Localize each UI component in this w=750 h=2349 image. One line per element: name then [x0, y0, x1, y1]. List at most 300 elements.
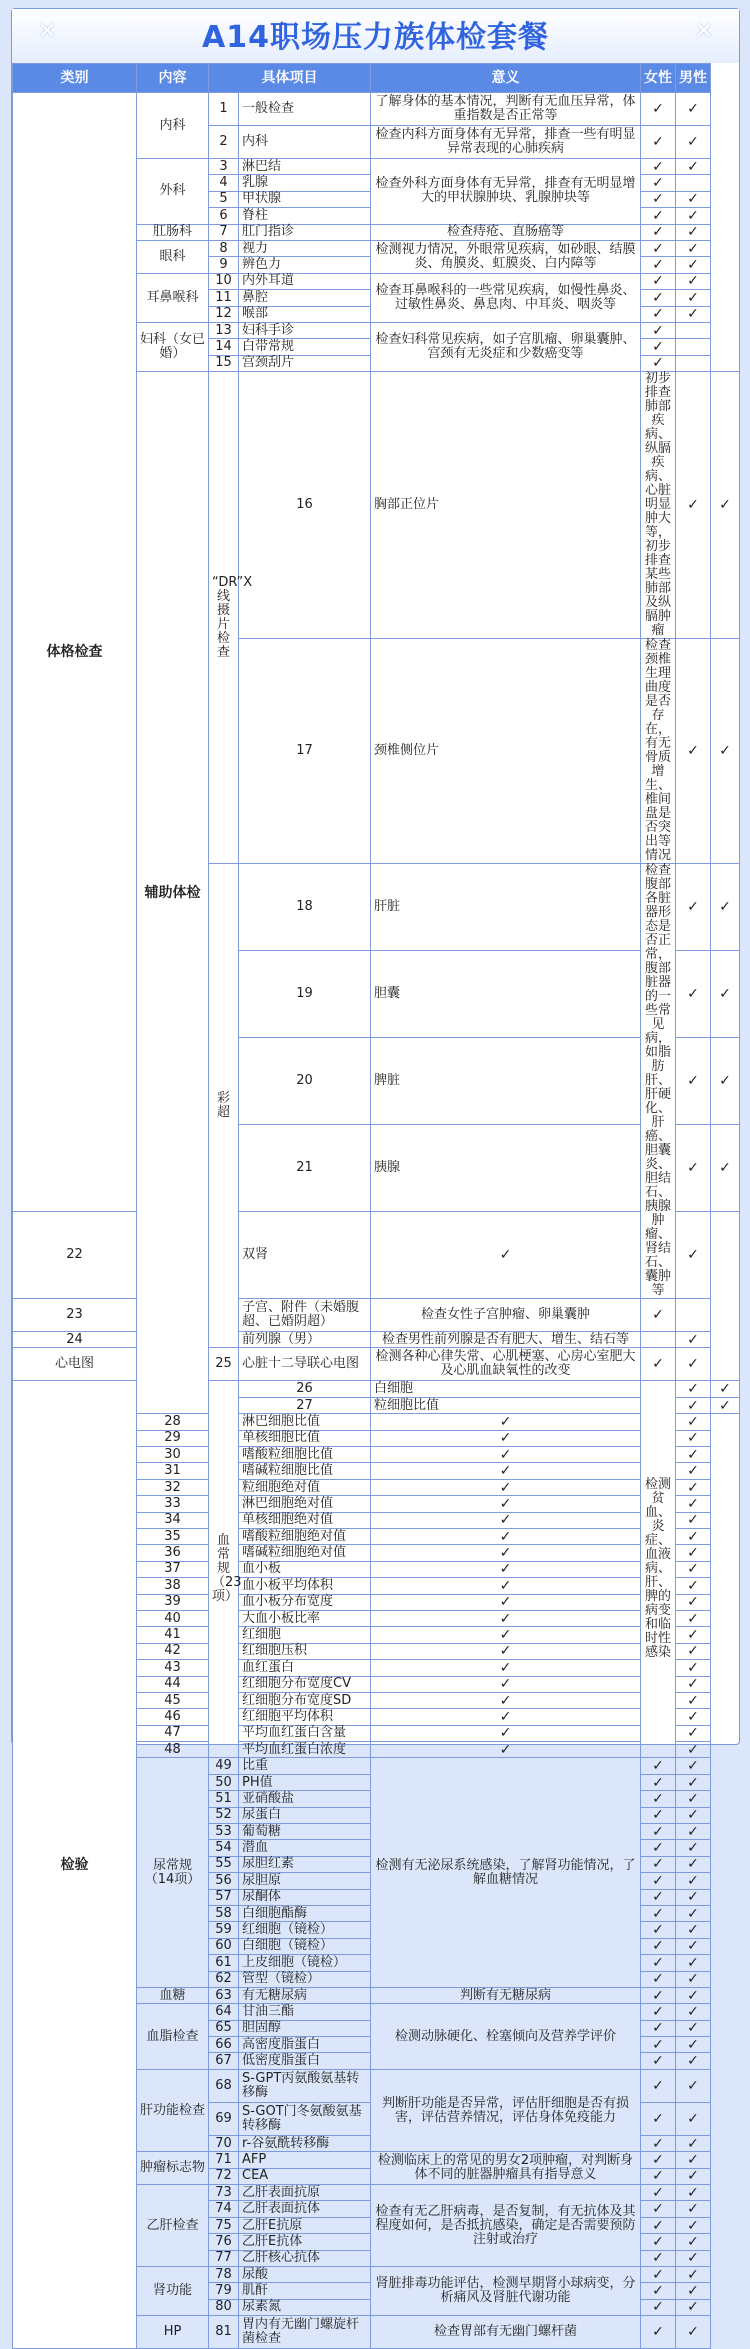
male-check-icon: ✓ — [676, 1856, 711, 1872]
item-number: 30 — [137, 1447, 209, 1463]
item-number: 66 — [209, 2037, 239, 2053]
female-check-icon: ✓ — [641, 290, 676, 306]
male-check-icon: ✓ — [676, 159, 711, 175]
meaning-cell: 初步排查肺部疾病、纵膈疾病、心脏明显肿大等，初步排查某些肺部及纵膈肿瘤 — [641, 372, 676, 639]
female-check-icon: ✓ — [371, 1528, 641, 1544]
male-check-icon: ✓ — [711, 1381, 740, 1397]
item-number: 41 — [137, 1627, 209, 1643]
male-check — [676, 322, 711, 338]
item-number: 7 — [209, 224, 239, 240]
male-check-icon: ✓ — [676, 1987, 711, 2003]
male-check-icon: ✓ — [676, 257, 711, 273]
item-number: 50 — [209, 1774, 239, 1790]
female-check-icon: ✓ — [641, 1938, 676, 1954]
female-check-icon: ✓ — [641, 1987, 676, 2003]
male-check-icon: ✓ — [676, 2185, 711, 2201]
female-check-icon: ✓ — [641, 257, 676, 273]
female-check-icon: ✓ — [641, 175, 676, 191]
meaning-cell: 肾脏排毒功能评估，检测早期肾小球病变，分析痛风及肾脏代谢功能 — [371, 2267, 641, 2316]
female-check-icon: ✓ — [641, 2316, 676, 2349]
item-number: 4 — [209, 175, 239, 191]
content-cell: “DR”X线摄片检查 — [209, 372, 239, 864]
content-cell: 外科 — [137, 159, 209, 225]
meaning-cell: 检查男性前列腺是否有肥大、增生、结石等 — [371, 1332, 641, 1348]
female-check-icon: ✓ — [641, 1824, 676, 1840]
item-name: 双肾 — [239, 1212, 371, 1299]
item-number: 33 — [137, 1496, 209, 1512]
female-check-icon: ✓ — [641, 1299, 676, 1332]
meaning-cell: 检测视力情况，外眼常见疾病，如砂眼、结膜炎、角膜炎、虹膜炎、白内障等 — [371, 240, 641, 273]
table-row — [13, 1212, 740, 1299]
female-check-icon: ✓ — [371, 1742, 641, 1758]
female-check-icon: ✓ — [371, 1610, 641, 1626]
right-close-decoration-icon: ✕ — [694, 19, 713, 44]
item-number: 9 — [209, 257, 239, 273]
item-number: 5 — [209, 191, 239, 207]
male-check-icon: ✓ — [676, 224, 711, 240]
female-check-icon: ✓ — [641, 1774, 676, 1790]
item-name: 尿胆原 — [239, 1873, 371, 1889]
item-number: 36 — [137, 1545, 209, 1561]
item-number: 51 — [209, 1791, 239, 1807]
female-check-icon: ✓ — [371, 1496, 641, 1512]
female-check-icon: ✓ — [641, 2004, 676, 2020]
male-check-icon: ✓ — [676, 1610, 711, 1626]
item-name: 甘油三酯 — [239, 2004, 371, 2020]
female-check-icon: ✓ — [676, 951, 711, 1038]
male-check-icon: ✓ — [676, 2102, 711, 2135]
female-check-icon: ✓ — [676, 1397, 711, 1413]
item-number: 78 — [209, 2267, 239, 2283]
item-number: 27 — [239, 1397, 371, 1413]
content-cell: 血常规（23项） — [209, 1381, 239, 1758]
male-check-icon: ✓ — [676, 240, 711, 256]
female-check-icon: ✓ — [641, 1905, 676, 1921]
item-number: 25 — [209, 1348, 239, 1381]
male-check-icon: ✓ — [676, 1660, 711, 1676]
male-check-icon: ✓ — [711, 372, 740, 639]
male-check-icon: ✓ — [676, 2037, 711, 2053]
item-name: 有无糖尿病 — [239, 1987, 371, 2003]
item-number: 54 — [209, 1840, 239, 1856]
item-number: 42 — [137, 1643, 209, 1659]
female-check-icon: ✓ — [676, 864, 711, 951]
item-number: 24 — [13, 1332, 137, 1348]
female-check-icon: ✓ — [641, 2102, 676, 2135]
female-check-icon: ✓ — [641, 1807, 676, 1823]
male-check-icon: ✓ — [676, 1774, 711, 1790]
female-check-icon: ✓ — [641, 2185, 676, 2201]
male-check-icon: ✓ — [676, 306, 711, 322]
item-name: 嗜碱粒细胞绝对值 — [239, 1545, 371, 1561]
male-check-icon: ✓ — [676, 1528, 711, 1544]
meaning-cell: 检查女性子宫肿瘤、卵巢囊肿 — [371, 1299, 641, 1332]
item-number: 65 — [209, 2020, 239, 2036]
item-name: 管型（镜检） — [239, 1971, 371, 1987]
male-check-icon: ✓ — [676, 1594, 711, 1610]
item-name: 红细胞平均体积 — [239, 1709, 371, 1725]
item-name: 潜血 — [239, 1840, 371, 1856]
female-check-icon: ✓ — [641, 126, 676, 159]
item-number: 1 — [209, 93, 239, 126]
item-number: 73 — [209, 2185, 239, 2201]
female-check-icon: ✓ — [641, 2299, 676, 2315]
female-check-icon: ✓ — [371, 1692, 641, 1708]
female-check-icon: ✓ — [641, 1971, 676, 1987]
content-cell: 妇科（女已婚） — [137, 322, 209, 371]
item-number: 37 — [137, 1561, 209, 1577]
male-check-icon: ✓ — [676, 1758, 711, 1774]
item-name: 红细胞（镜检） — [239, 1922, 371, 1938]
male-check-icon: ✓ — [676, 1889, 711, 1905]
male-check-icon: ✓ — [676, 1578, 711, 1594]
male-check — [676, 355, 711, 371]
item-name: 大血小板比率 — [239, 1610, 371, 1626]
item-name: 血小板分布宽度 — [239, 1594, 371, 1610]
female-check-icon: ✓ — [641, 1922, 676, 1938]
male-check-icon: ✓ — [676, 191, 711, 207]
item-number: 48 — [137, 1742, 209, 1758]
title-bar — [12, 9, 739, 63]
item-number: 81 — [209, 2316, 239, 2349]
female-check-icon: ✓ — [371, 1414, 641, 1430]
female-check-icon: ✓ — [641, 1840, 676, 1856]
content-cell: 乙肝检查 — [137, 2185, 209, 2267]
item-number: 38 — [137, 1578, 209, 1594]
female-check-icon: ✓ — [371, 1479, 641, 1495]
male-check-icon: ✓ — [676, 126, 711, 159]
female-check-icon: ✓ — [371, 1676, 641, 1692]
item-number: 12 — [209, 306, 239, 322]
male-check-icon: ✓ — [676, 1676, 711, 1692]
male-check-icon: ✓ — [676, 2135, 711, 2151]
male-check-icon: ✓ — [711, 639, 740, 864]
item-name: 血小板平均体积 — [239, 1578, 371, 1594]
item-name: 血小板 — [239, 1561, 371, 1577]
male-check-icon: ✓ — [676, 1905, 711, 1921]
item-name: 胆固醇 — [239, 2020, 371, 2036]
meaning-cell: 检测有无泌尿系统感染，了解肾功能情况，了解血糖情况 — [371, 1758, 641, 1987]
female-check-icon: ✓ — [371, 1430, 641, 1446]
item-number: 72 — [209, 2168, 239, 2184]
category-cell: 检验 — [13, 1381, 137, 2349]
item-number: 46 — [137, 1709, 209, 1725]
header-item: 具体项目 — [209, 64, 371, 93]
content-cell: 内科 — [137, 93, 209, 159]
item-name: 白细胞酯酶 — [239, 1905, 371, 1921]
male-check-icon: ✓ — [676, 2201, 711, 2217]
checkup-table — [12, 63, 740, 2349]
female-check-icon: ✓ — [371, 1545, 641, 1561]
meaning-cell: 判断肝功能是否异常，评估肝细胞是否有损害，评估营养情况，评估身体免疫能力 — [371, 2069, 641, 2151]
female-check-icon: ✓ — [641, 2267, 676, 2283]
female-check-icon: ✓ — [641, 1348, 676, 1381]
item-name: 视力 — [239, 240, 371, 256]
item-name: 脊柱 — [239, 208, 371, 224]
item-name: 胰腺 — [371, 1125, 641, 1212]
female-check-icon: ✓ — [676, 1125, 711, 1212]
content-cell: 眼科 — [137, 240, 209, 273]
female-check-icon: ✓ — [641, 2135, 676, 2151]
content-cell: 血糖 — [137, 1987, 209, 2003]
item-name: 心脏十二导联心电图 — [239, 1348, 371, 1381]
item-number: 68 — [209, 2069, 239, 2102]
meaning-cell: 判断有无糖尿病 — [371, 1987, 641, 2003]
item-number: 76 — [209, 2234, 239, 2250]
item-name: 鼻腔 — [239, 290, 371, 306]
female-check-icon: ✓ — [641, 2053, 676, 2069]
content-cell: 彩超 — [209, 864, 239, 1348]
content-cell: 耳鼻喉科 — [137, 273, 209, 322]
female-check-icon: ✓ — [641, 2168, 676, 2184]
item-name: 红细胞压积 — [239, 1643, 371, 1659]
content-cell: 血脂检查 — [137, 2004, 209, 2070]
item-number: 62 — [209, 1971, 239, 1987]
item-name: 乙肝核心抗体 — [239, 2250, 371, 2266]
item-number: 77 — [209, 2250, 239, 2266]
male-check-icon: ✓ — [711, 951, 740, 1038]
item-number: 14 — [209, 339, 239, 355]
item-number: 58 — [209, 1905, 239, 1921]
item-name: 高密度脂蛋白 — [239, 2037, 371, 2053]
meaning-cell: 检测贫血、炎症、血液病、肝、脾的病变和临时性感染 — [641, 1381, 676, 1758]
item-number: 56 — [209, 1873, 239, 1889]
meaning-cell: 检查胃部有无幽门螺杆菌 — [371, 2316, 641, 2349]
male-check-icon: ✓ — [676, 1332, 711, 1348]
female-check-icon: ✓ — [641, 2250, 676, 2266]
item-name: 一般检查 — [239, 93, 371, 126]
item-name: 淋巴细胞比值 — [239, 1414, 371, 1430]
item-name: 内外耳道 — [239, 273, 371, 289]
item-name: CEA — [239, 2168, 371, 2184]
table-row — [13, 1299, 740, 1332]
item-name: 肛门指诊 — [239, 224, 371, 240]
male-check-icon: ✓ — [676, 1922, 711, 1938]
item-number: 21 — [239, 1125, 371, 1212]
content-cell: 心电图 — [13, 1348, 137, 1381]
item-number: 74 — [209, 2201, 239, 2217]
item-number: 13 — [209, 322, 239, 338]
item-number: 55 — [209, 1856, 239, 1872]
male-check-icon: ✓ — [676, 273, 711, 289]
male-check-icon: ✓ — [676, 1545, 711, 1561]
female-check-icon: ✓ — [641, 191, 676, 207]
item-number: 6 — [209, 208, 239, 224]
female-check-icon: ✓ — [371, 1660, 641, 1676]
content-cell: 肾功能 — [137, 2267, 209, 2316]
female-check-icon: ✓ — [641, 208, 676, 224]
item-number: 2 — [209, 126, 239, 159]
female-check — [641, 1332, 676, 1348]
item-name: 肌酐 — [239, 2283, 371, 2299]
male-check-icon: ✓ — [676, 2217, 711, 2233]
item-name: 低密度脂蛋白 — [239, 2053, 371, 2069]
item-name: 胆囊 — [371, 951, 641, 1038]
item-number: 61 — [209, 1955, 239, 1971]
item-number: 59 — [209, 1922, 239, 1938]
table-row — [13, 1348, 740, 1381]
female-check-icon: ✓ — [641, 2152, 676, 2168]
item-name: 内科 — [239, 126, 371, 159]
content-cell: 肛肠科 — [137, 224, 209, 240]
female-check-icon: ✓ — [641, 2201, 676, 2217]
item-name: 嗜酸粒细胞绝对值 — [239, 1528, 371, 1544]
item-name: 红细胞分布宽度CV — [239, 1676, 371, 1692]
header-category: 类别 — [13, 64, 137, 93]
item-name: 喉部 — [239, 306, 371, 322]
item-number: 22 — [13, 1212, 137, 1299]
male-check-icon: ✓ — [676, 1561, 711, 1577]
package-card — [11, 8, 740, 2347]
female-check-icon: ✓ — [676, 1038, 711, 1125]
female-check-icon: ✓ — [371, 1643, 641, 1659]
item-name: 红细胞分布宽度SD — [239, 1692, 371, 1708]
item-name: 子宫、附件（未婚腹超、已婚阴超） — [239, 1299, 371, 1332]
female-check-icon: ✓ — [641, 322, 676, 338]
male-check-icon: ✓ — [676, 1873, 711, 1889]
male-check-icon: ✓ — [676, 2004, 711, 2020]
male-check-icon: ✓ — [676, 208, 711, 224]
male-check-icon: ✓ — [676, 2316, 711, 2349]
item-number: 45 — [137, 1692, 209, 1708]
page-title: A14职场压力族体检套餐 — [202, 20, 549, 55]
item-number: 29 — [137, 1430, 209, 1446]
male-check-icon: ✓ — [676, 1447, 711, 1463]
item-name: 胃内有无幽门螺旋杆菌检查 — [239, 2316, 371, 2349]
female-check-icon: ✓ — [641, 1873, 676, 1889]
male-check-icon: ✓ — [676, 1414, 711, 1430]
meaning-cell: 检测临床上的常见的男女2项肿瘤，对判断身体不同的脏器肿瘤具有指导意义 — [371, 2152, 641, 2185]
content-cell: 肝功能检查 — [137, 2069, 209, 2151]
left-close-decoration-icon: ✕ — [38, 19, 57, 44]
item-name: 乙肝E抗体 — [239, 2234, 371, 2250]
item-number: 10 — [209, 273, 239, 289]
item-name: 尿胆红素 — [239, 1856, 371, 1872]
item-number: 70 — [209, 2135, 239, 2151]
item-name: PH值 — [239, 1774, 371, 1790]
item-number: 53 — [209, 1824, 239, 1840]
item-number: 40 — [137, 1610, 209, 1626]
item-number: 23 — [13, 1299, 137, 1332]
meaning-cell: 检查颈椎生理曲度是否存在，有无骨质增生、椎间盘是否突出等情况 — [641, 639, 676, 864]
item-number: 35 — [137, 1528, 209, 1544]
female-check-icon: ✓ — [371, 1594, 641, 1610]
male-check-icon: ✓ — [676, 1430, 711, 1446]
female-check-icon: ✓ — [641, 240, 676, 256]
item-number: 80 — [209, 2299, 239, 2315]
item-name: 乙肝表面抗体 — [239, 2201, 371, 2217]
male-check-icon: ✓ — [676, 1791, 711, 1807]
item-name: 比重 — [239, 1758, 371, 1774]
item-name: 嗜酸粒细胞比值 — [239, 1447, 371, 1463]
item-name: 单核细胞比值 — [239, 1430, 371, 1446]
male-check-icon: ✓ — [676, 2299, 711, 2315]
item-number: 43 — [137, 1660, 209, 1676]
male-check-icon: ✓ — [676, 2267, 711, 2283]
item-name: 肝脏 — [371, 864, 641, 951]
female-check-icon: ✓ — [641, 2283, 676, 2299]
item-number: 63 — [209, 1987, 239, 2003]
item-name: 红细胞 — [239, 1627, 371, 1643]
item-name: 白细胞（镜检） — [239, 1938, 371, 1954]
meaning-cell: 检查内科方面身体有无异常，排查一些有明显异常表现的心肺疾病 — [371, 126, 641, 159]
item-name: 白细胞 — [371, 1381, 641, 1397]
item-name: 粒细胞比值 — [371, 1397, 641, 1413]
item-name: 辨色力 — [239, 257, 371, 273]
item-number: 49 — [209, 1758, 239, 1774]
male-check — [676, 175, 711, 191]
item-number: 26 — [239, 1381, 371, 1397]
item-number: 47 — [137, 1725, 209, 1741]
item-number: 71 — [209, 2152, 239, 2168]
female-check-icon: ✓ — [371, 1725, 641, 1741]
item-name: 粒细胞绝对值 — [239, 1479, 371, 1495]
male-check-icon: ✓ — [676, 93, 711, 126]
item-number: 60 — [209, 1938, 239, 1954]
item-number: 8 — [209, 240, 239, 256]
female-check-icon: ✓ — [641, 1758, 676, 1774]
item-name: 甲状腺 — [239, 191, 371, 207]
male-check-icon: ✓ — [676, 1742, 711, 1758]
female-check-icon: ✓ — [641, 1856, 676, 1872]
female-check-icon: ✓ — [641, 159, 676, 175]
header-female: 女性 — [641, 64, 676, 93]
category-cell: 辅助体检 — [137, 372, 209, 1414]
meaning-cell: 检查妇科常见疾病，如子宫肌瘤、卵巢囊肿、宫颈有无炎症和少数癌变等 — [371, 322, 641, 371]
male-check-icon: ✓ — [676, 1212, 711, 1299]
male-check — [676, 1299, 711, 1332]
item-name: 宫颈刮片 — [239, 355, 371, 371]
item-name: 嗜碱粒细胞比值 — [239, 1463, 371, 1479]
male-check-icon: ✓ — [676, 1840, 711, 1856]
male-check-icon: ✓ — [676, 1824, 711, 1840]
item-number: 15 — [209, 355, 239, 371]
male-check-icon: ✓ — [676, 1725, 711, 1741]
header-male: 男性 — [676, 64, 711, 93]
male-check-icon: ✓ — [676, 2152, 711, 2168]
female-check-icon: ✓ — [641, 1791, 676, 1807]
female-check-icon: ✓ — [641, 355, 676, 371]
item-name: 白带常规 — [239, 339, 371, 355]
meaning-cell: 了解身体的基本情况，判断有无血压异常，体重指数是否正常等 — [371, 93, 641, 126]
meaning-cell: 检查有无乙肝病毒，是否复制，有无抗体及其程度如何，是否抵抗感染，确定是否需要预防注射或治疗 — [371, 2185, 641, 2267]
category-cell: 体格检查 — [13, 93, 137, 1212]
content-cell: 尿常规（14项） — [137, 1758, 209, 1987]
male-check-icon: ✓ — [676, 2250, 711, 2266]
item-number: 32 — [137, 1479, 209, 1495]
item-name: S-GPT丙氨酸氨基转移酶 — [239, 2069, 371, 2102]
item-name: 尿素氮 — [239, 2299, 371, 2315]
male-check — [676, 339, 711, 355]
female-check-icon: ✓ — [676, 372, 711, 639]
male-check-icon: ✓ — [676, 290, 711, 306]
item-name: 淋巴结 — [239, 159, 371, 175]
male-check-icon: ✓ — [676, 2283, 711, 2299]
male-check-icon: ✓ — [676, 1807, 711, 1823]
item-number: 28 — [137, 1414, 209, 1430]
female-check-icon: ✓ — [371, 1512, 641, 1528]
male-check-icon: ✓ — [676, 1971, 711, 1987]
item-number: 44 — [137, 1676, 209, 1692]
male-check-icon: ✓ — [676, 1348, 711, 1381]
header-content: 内容 — [137, 64, 209, 93]
item-number: 20 — [239, 1038, 371, 1125]
table-row — [13, 1332, 740, 1348]
item-number: 69 — [209, 2102, 239, 2135]
content-cell: HP — [137, 2316, 209, 2349]
male-check-icon: ✓ — [676, 1955, 711, 1971]
female-check-icon: ✓ — [371, 1561, 641, 1577]
